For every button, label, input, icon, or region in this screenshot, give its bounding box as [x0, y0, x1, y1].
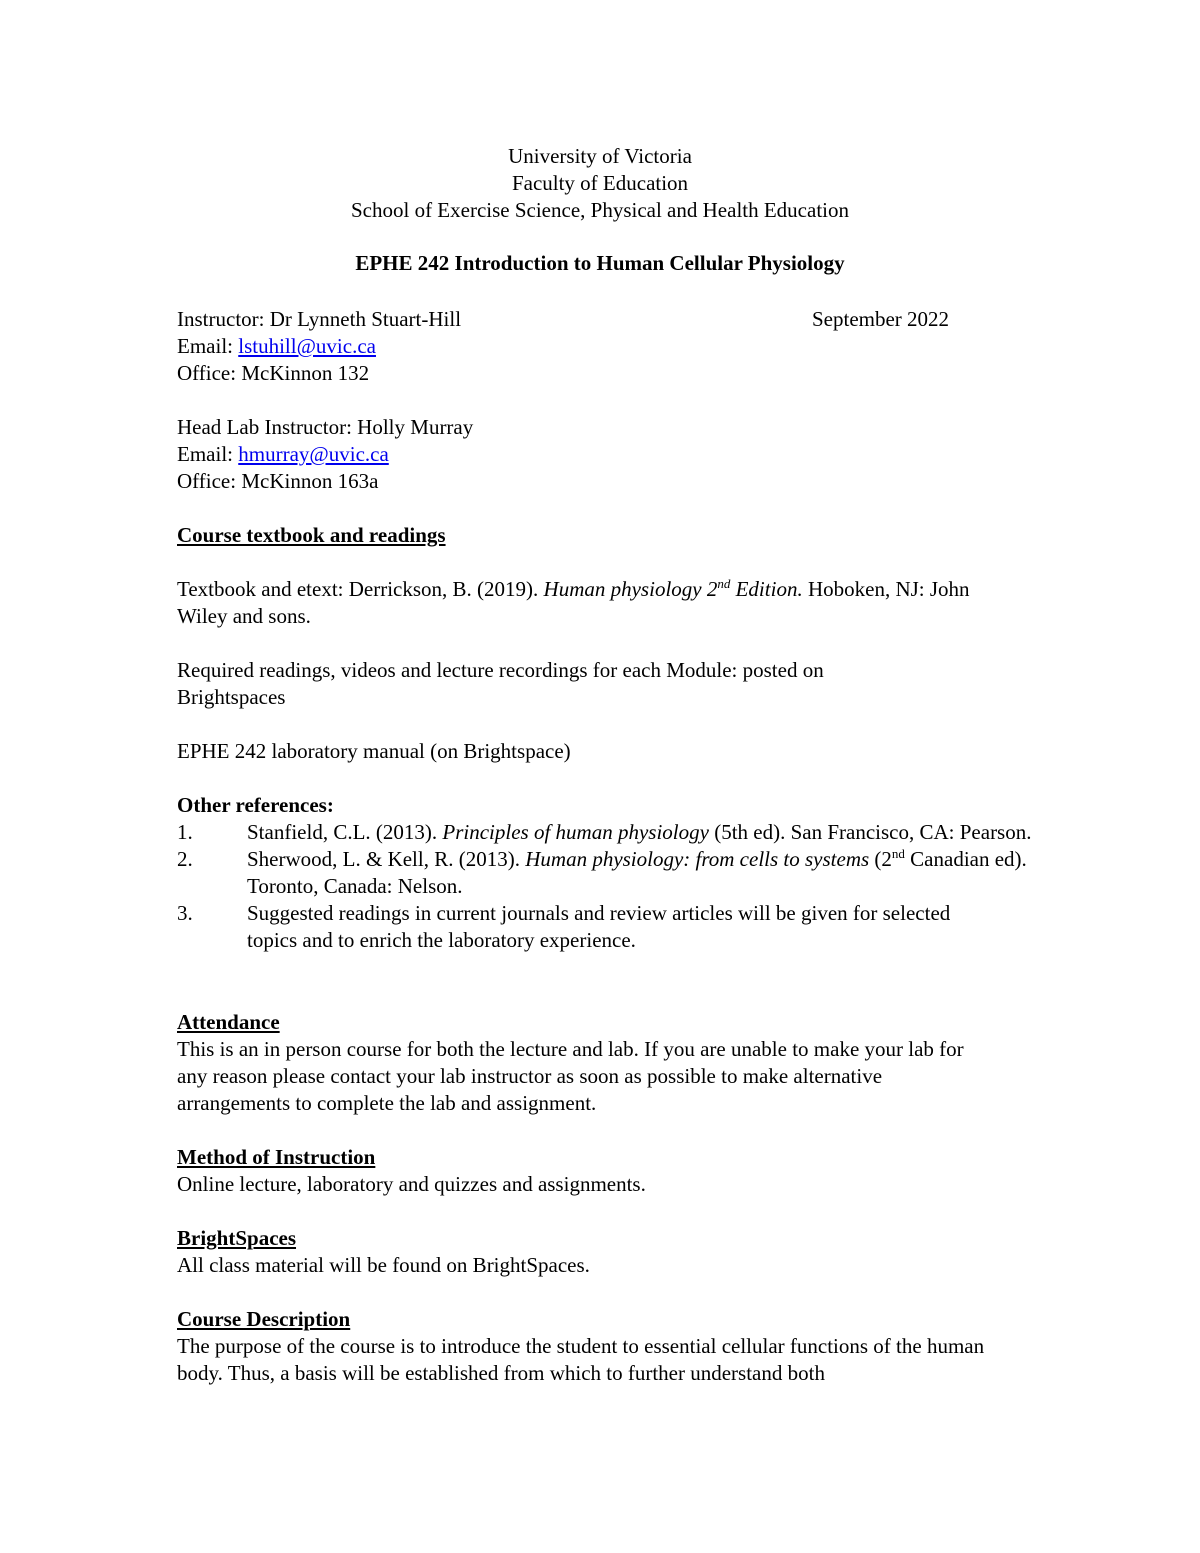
reference-superscript: nd: [891, 846, 905, 861]
reference-title: Human physiology: from cells to systems: [525, 847, 870, 871]
course-title: EPHE 242 Introduction to Human Cellular Physiology: [355, 251, 845, 275]
instructor-office: Office: McKinnon 132: [177, 361, 370, 385]
instructor-email-link[interactable]: lstuhill@uvic.ca: [238, 334, 376, 358]
reference-prefix: Sherwood, L. & Kell, R. (2013).: [247, 847, 526, 871]
instructor-email-row: [177, 333, 376, 360]
citation-superscript: nd: [717, 576, 731, 591]
reference-text: [247, 819, 1037, 846]
brightspaces-text: All class material will be found on BrightSpaces.: [177, 1253, 590, 1277]
school-name: School of Exercise Science, Physical and Health Education: [350, 198, 849, 222]
attendance-heading: Attendance: [177, 1010, 280, 1034]
references-list: [177, 819, 1037, 954]
list-number: 2.: [177, 847, 193, 871]
list-number: 3.: [177, 901, 193, 925]
method-heading: Method of Instruction: [177, 1145, 376, 1169]
citation-title-text: Human physiology 2: [543, 577, 718, 601]
reference-title: Principles of human physiology: [442, 820, 709, 844]
email-label: Email:: [177, 442, 239, 466]
lab-instructor-line: Head Lab Instructor: Holly Murray: [177, 415, 474, 439]
textbook-heading: Course textbook and readings: [177, 523, 446, 547]
faculty-name: Faculty of Education: [511, 171, 689, 195]
instructor-line: Instructor: Dr Lynneth Stuart-Hill: [177, 307, 462, 331]
reference-suffix: Canadian ed). Toronto, Canada: Nelson.: [247, 847, 1027, 898]
list-item: [177, 819, 1037, 846]
reference-prefix: Stanfield, C.L. (2013).: [247, 820, 443, 844]
reference-text: Suggested readings in current journals and review articles will be given for selected topics and to enrich the laboratory experience.: [247, 901, 951, 952]
list-item: [177, 900, 1037, 954]
other-references-heading: Other references:: [177, 793, 334, 817]
syllabus-date: September 2022: [812, 307, 950, 331]
reference-suffix: (5th ed). San Francisco, CA: Pearson.: [708, 820, 1032, 844]
required-readings: Required readings, videos and lecture recordings for each Module: posted on Brightspaces: [177, 658, 824, 709]
brightspaces-heading: BrightSpaces: [177, 1226, 297, 1250]
lab-instructor-email-link[interactable]: hmurray@uvic.ca: [238, 442, 389, 466]
university-name: University of Victoria: [508, 144, 692, 168]
list-item: [177, 846, 1037, 900]
attendance-text: This is an in person course for both the lecture and lab. If you are unable to make your lab for any reason please contact your lab instructor as soon as possible to make alternative arrangements to complete the lab and assignment.: [177, 1037, 964, 1115]
lab-manual: EPHE 242 laboratory manual (on Brightspace): [177, 739, 571, 763]
textbook-citation: [177, 576, 1007, 630]
header-block: [0, 143, 1200, 224]
method-text: Online lecture, laboratory and quizzes and assignments.: [177, 1172, 646, 1196]
citation-title: [544, 577, 803, 601]
reference-text: [247, 846, 1037, 900]
lab-instructor-office: Office: McKinnon 163a: [177, 469, 379, 493]
reference-suffix-pre: (2: [869, 847, 892, 871]
lab-instructor-email-row: [177, 441, 389, 468]
course-description-heading: Course Description: [177, 1307, 351, 1331]
citation-prefix: Textbook and etext: Derrickson, B. (2019).: [177, 577, 544, 601]
list-number: 1.: [177, 820, 193, 844]
email-label: Email:: [177, 334, 239, 358]
citation-suffix: Hoboken, NJ: John Wiley and sons.: [177, 577, 970, 628]
course-description-text: The purpose of the course is to introduce the student to essential cellular functions of the human body. Thus, a basis will be established from which to further understand both: [177, 1334, 985, 1385]
citation-title-end: Edition.: [730, 577, 803, 601]
